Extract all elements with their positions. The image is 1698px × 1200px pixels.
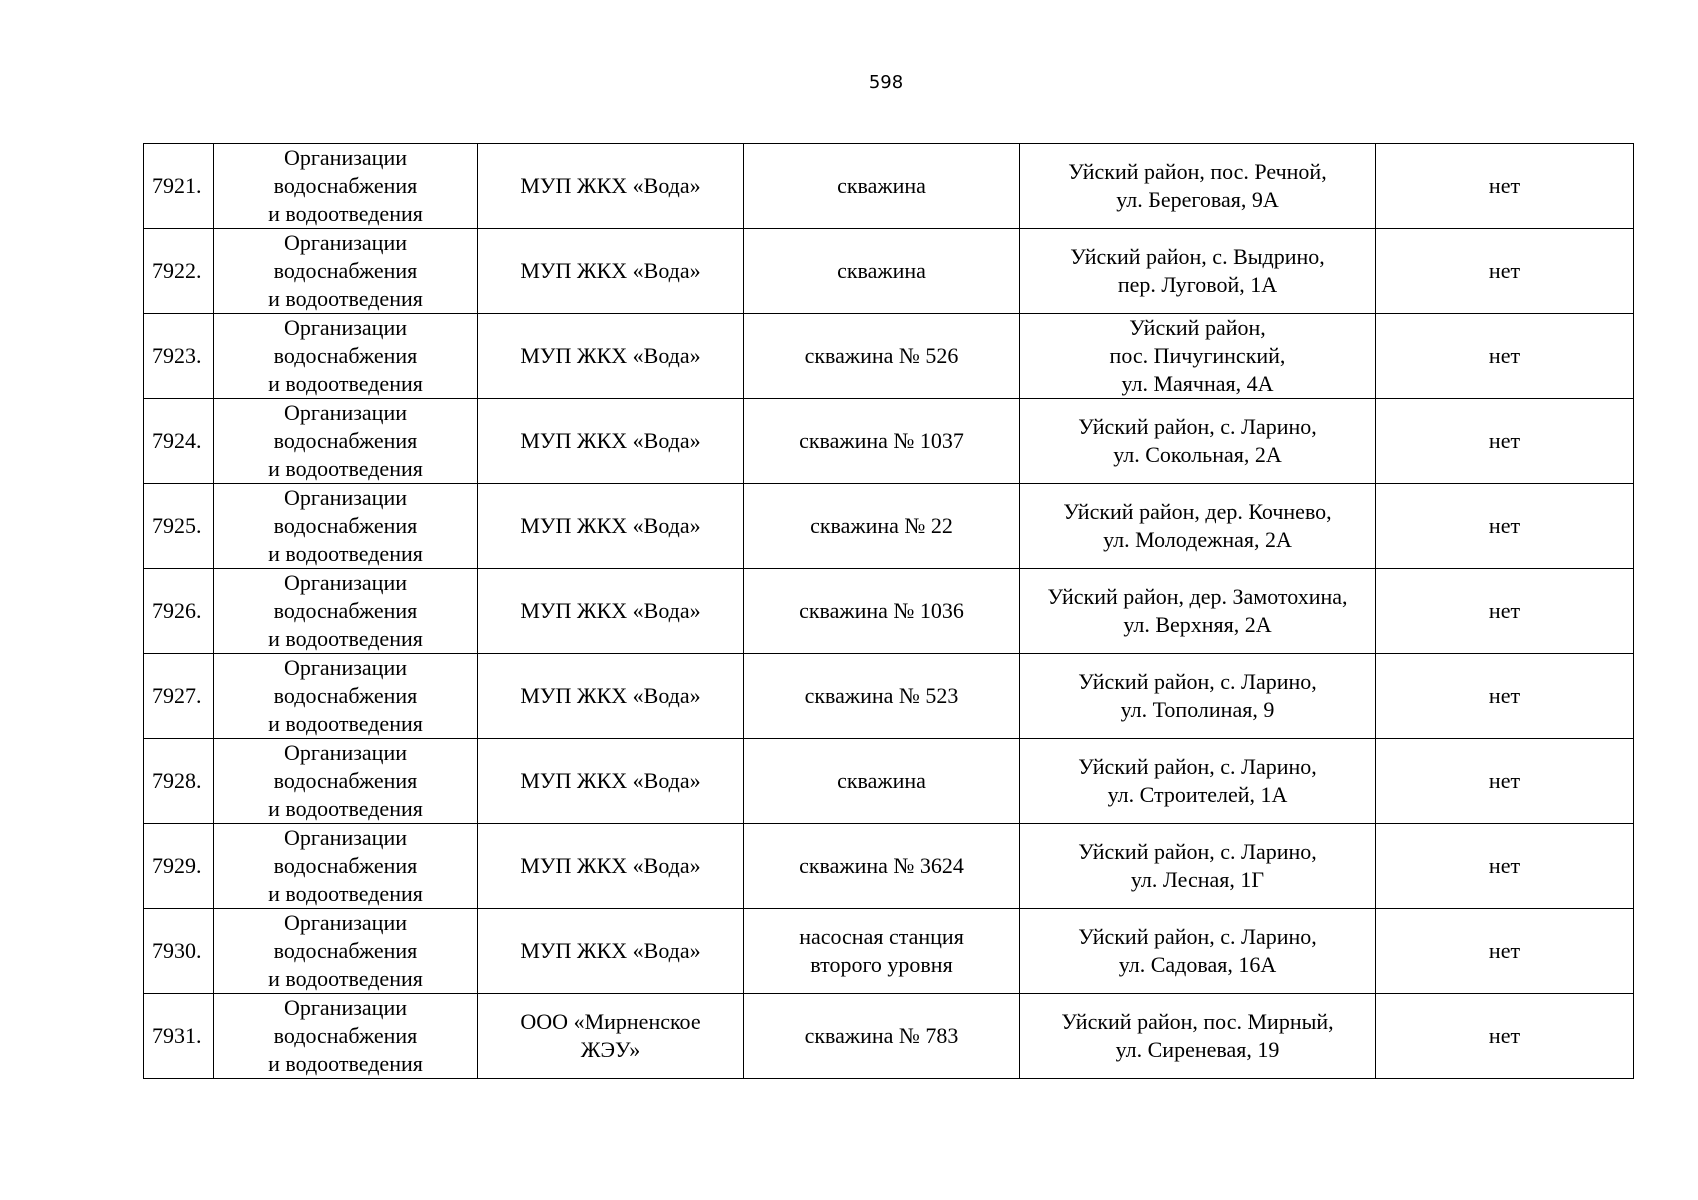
- organization-cell: МУП ЖКХ «Вода»: [478, 569, 744, 654]
- status-cell: нет: [1376, 824, 1634, 909]
- organization-cell: МУП ЖКХ «Вода»: [478, 824, 744, 909]
- table-row: [144, 994, 1634, 1079]
- category-cell: Организации водоснабжения и водоотведения: [214, 824, 478, 909]
- row-number: 7928.: [144, 739, 214, 824]
- address-cell: Уйский район, с. Ларино, ул. Строителей, 1А: [1020, 739, 1376, 824]
- row-number: 7931.: [144, 994, 214, 1079]
- address-cell: Уйский район, дер. Кочнево, ул. Молодежная, 2А: [1020, 484, 1376, 569]
- address-cell: Уйский район, с. Ларино, ул. Сокольная, 2А: [1020, 399, 1376, 484]
- organization-cell: МУП ЖКХ «Вода»: [478, 739, 744, 824]
- organization-cell: МУП ЖКХ «Вода»: [478, 484, 744, 569]
- status-cell: нет: [1376, 654, 1634, 739]
- address-cell: Уйский район, с. Ларино, ул. Лесная, 1Г: [1020, 824, 1376, 909]
- organization-cell: ООО «Мирненское ЖЭУ»: [478, 994, 744, 1079]
- table-body: [144, 144, 1634, 1079]
- status-cell: нет: [1376, 229, 1634, 314]
- row-number: 7930.: [144, 909, 214, 994]
- address-cell: Уйский район, пос. Речной, ул. Береговая, 9А: [1020, 144, 1376, 229]
- category-cell: Организации водоснабжения и водоотведения: [214, 994, 478, 1079]
- object-cell: насосная станция второго уровня: [744, 909, 1020, 994]
- status-cell: нет: [1376, 144, 1634, 229]
- row-number: 7926.: [144, 569, 214, 654]
- category-cell: Организации водоснабжения и водоотведения: [214, 399, 478, 484]
- row-number: 7929.: [144, 824, 214, 909]
- status-cell: нет: [1376, 994, 1634, 1079]
- row-number: 7923.: [144, 314, 214, 399]
- organization-cell: МУП ЖКХ «Вода»: [478, 314, 744, 399]
- table-row: [144, 399, 1634, 484]
- status-cell: нет: [1376, 909, 1634, 994]
- row-number: 7925.: [144, 484, 214, 569]
- address-cell: Уйский район, с. Ларино, ул. Тополиная, 9: [1020, 654, 1376, 739]
- status-cell: нет: [1376, 399, 1634, 484]
- category-cell: Организации водоснабжения и водоотведения: [214, 654, 478, 739]
- organization-cell: МУП ЖКХ «Вода»: [478, 654, 744, 739]
- table-row: [144, 909, 1634, 994]
- object-cell: скважина № 1037: [744, 399, 1020, 484]
- object-cell: скважина: [744, 739, 1020, 824]
- row-number: 7927.: [144, 654, 214, 739]
- address-cell: Уйский район, с. Ларино, ул. Садовая, 16А: [1020, 909, 1376, 994]
- table-row: [144, 654, 1634, 739]
- table-row: [144, 739, 1634, 824]
- organization-cell: МУП ЖКХ «Вода»: [478, 909, 744, 994]
- object-cell: скважина: [744, 229, 1020, 314]
- registry-table: [143, 143, 1634, 1079]
- address-cell: Уйский район, дер. Замотохина, ул. Верхняя, 2А: [1020, 569, 1376, 654]
- table-row: [144, 314, 1634, 399]
- row-number: 7922.: [144, 229, 214, 314]
- status-cell: нет: [1376, 484, 1634, 569]
- status-cell: нет: [1376, 739, 1634, 824]
- table-row: [144, 229, 1634, 314]
- object-cell: скважина № 22: [744, 484, 1020, 569]
- object-cell: скважина № 526: [744, 314, 1020, 399]
- object-cell: скважина № 1036: [744, 569, 1020, 654]
- category-cell: Организации водоснабжения и водоотведения: [214, 144, 478, 229]
- status-cell: нет: [1376, 314, 1634, 399]
- address-cell: Уйский район, пос. Пичугинский, ул. Маячная, 4А: [1020, 314, 1376, 399]
- object-cell: скважина № 523: [744, 654, 1020, 739]
- table-row: [144, 569, 1634, 654]
- category-cell: Организации водоснабжения и водоотведения: [214, 484, 478, 569]
- page-number: 598: [868, 72, 904, 93]
- row-number: 7924.: [144, 399, 214, 484]
- status-cell: нет: [1376, 569, 1634, 654]
- organization-cell: МУП ЖКХ «Вода»: [478, 399, 744, 484]
- table-row: [144, 484, 1634, 569]
- category-cell: Организации водоснабжения и водоотведения: [214, 569, 478, 654]
- organization-cell: МУП ЖКХ «Вода»: [478, 229, 744, 314]
- table-row: [144, 824, 1634, 909]
- address-cell: Уйский район, пос. Мирный, ул. Сиреневая, 19: [1020, 994, 1376, 1079]
- table-row: [144, 144, 1634, 229]
- object-cell: скважина № 783: [744, 994, 1020, 1079]
- organization-cell: МУП ЖКХ «Вода»: [478, 144, 744, 229]
- row-number: 7921.: [144, 144, 214, 229]
- object-cell: скважина № 3624: [744, 824, 1020, 909]
- category-cell: Организации водоснабжения и водоотведения: [214, 739, 478, 824]
- address-cell: Уйский район, с. Выдрино, пер. Луговой, 1А: [1020, 229, 1376, 314]
- category-cell: Организации водоснабжения и водоотведения: [214, 909, 478, 994]
- category-cell: Организации водоснабжения и водоотведения: [214, 229, 478, 314]
- object-cell: скважина: [744, 144, 1020, 229]
- category-cell: Организации водоснабжения и водоотведения: [214, 314, 478, 399]
